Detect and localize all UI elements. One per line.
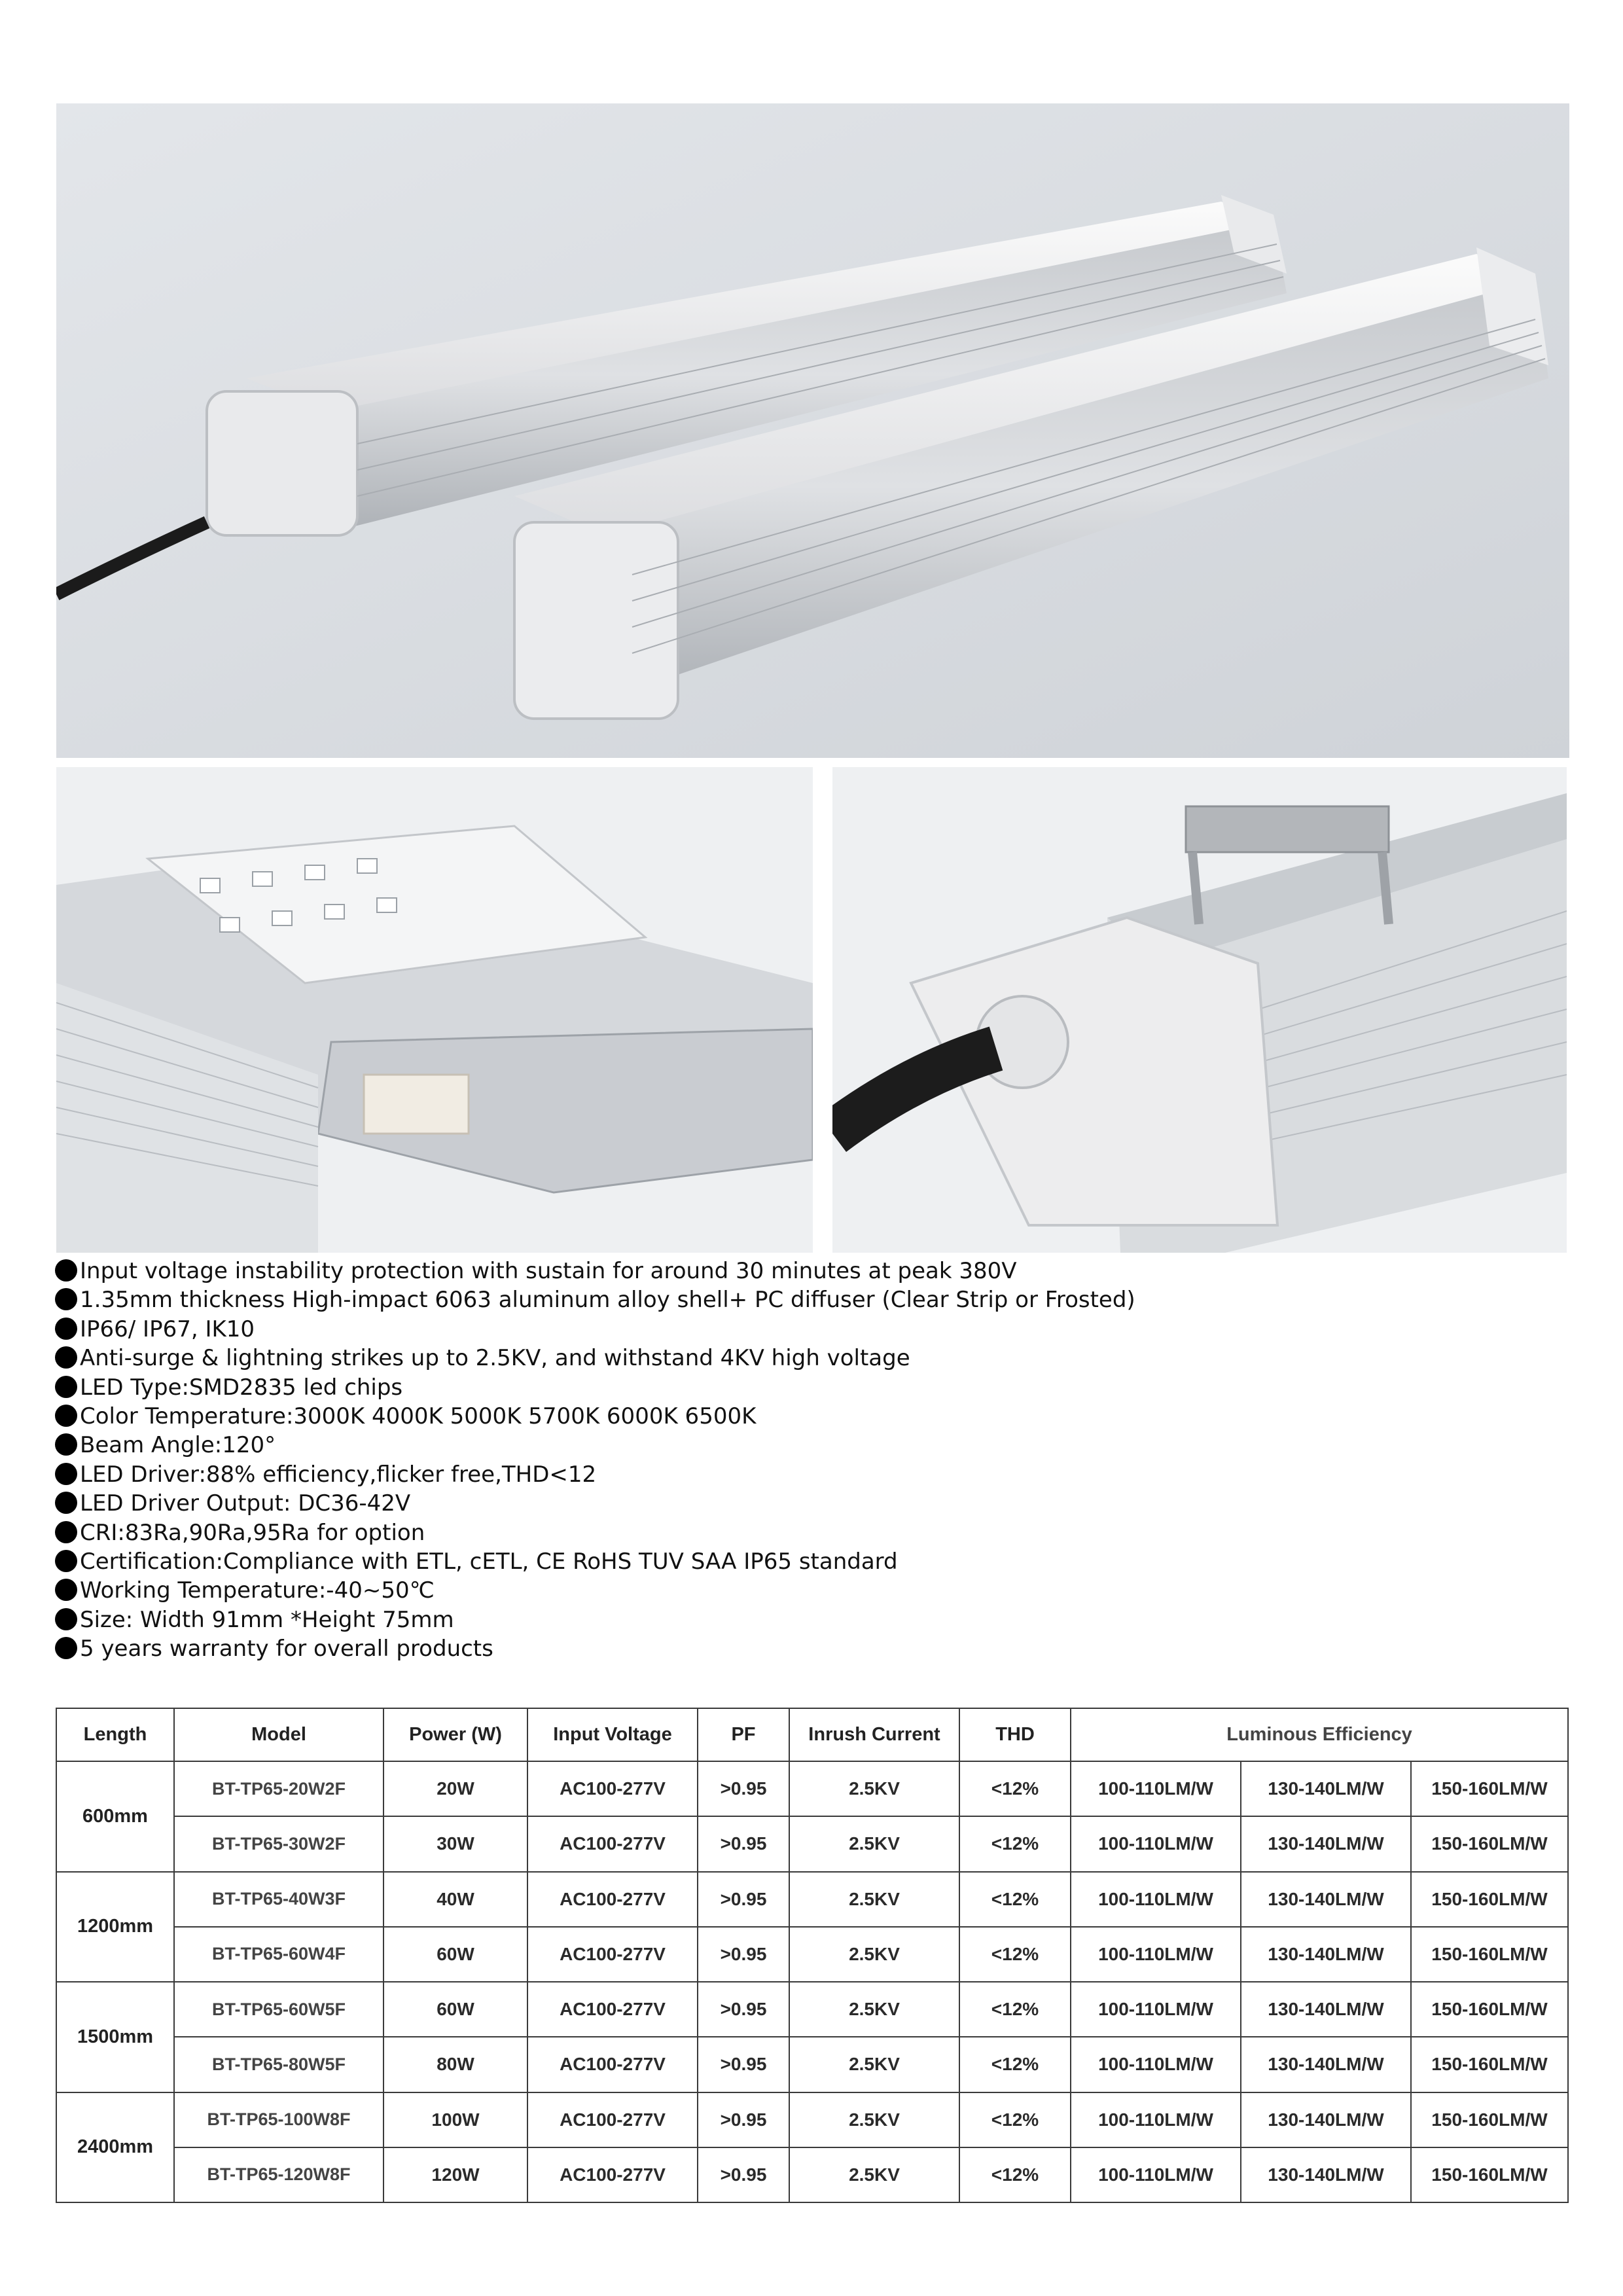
bullet-icon [55, 1346, 77, 1369]
model-cell: BT-TP65-20W2F [174, 1761, 383, 1816]
power-cell: 120W [383, 2147, 527, 2202]
thd-cell: <12% [959, 2037, 1071, 2092]
inrush-current-cell: 2.5KV [789, 1816, 959, 1871]
pf-cell: >0.95 [698, 1761, 789, 1816]
inrush-current-cell: 2.5KV [789, 2037, 959, 2092]
luminous-efficiency-cell: 100-110LM/W [1071, 2147, 1241, 2202]
luminous-efficiency-cell: 130-140LM/W [1241, 1982, 1411, 2037]
pf-cell: >0.95 [698, 2147, 789, 2202]
thd-cell: <12% [959, 2092, 1071, 2147]
feature-item [55, 1257, 1560, 1285]
input-voltage-cell: AC100-277V [527, 2147, 698, 2202]
luminous-efficiency-cell: 100-110LM/W [1071, 2092, 1241, 2147]
length-cell: 1200mm [56, 1872, 174, 1982]
luminous-efficiency-cell: 100-110LM/W [1071, 1872, 1241, 1927]
product-photo-endcap [832, 767, 1567, 1253]
bullet-icon [55, 1492, 77, 1514]
luminous-efficiency-cell: 150-160LM/W [1411, 1872, 1568, 1927]
feature-item [55, 1634, 1560, 1663]
header-length: Length [56, 1708, 174, 1761]
header-power: Power (W) [383, 1708, 527, 1761]
table-row [56, 1982, 1568, 2037]
luminous-efficiency-cell: 100-110LM/W [1071, 1982, 1241, 2037]
luminous-efficiency-cell: 130-140LM/W [1241, 2147, 1411, 2202]
luminous-efficiency-cell: 150-160LM/W [1411, 2092, 1568, 2147]
power-cell: 40W [383, 1872, 527, 1927]
header-luminous-efficiency: Luminous Efficiency [1071, 1708, 1568, 1761]
feature-item [55, 1605, 1560, 1634]
luminous-efficiency-cell: 150-160LM/W [1411, 2147, 1568, 2202]
luminous-efficiency-cell: 150-160LM/W [1411, 1761, 1568, 1816]
power-cell: 60W [383, 1927, 527, 1982]
model-cell: BT-TP65-80W5F [174, 2037, 383, 2092]
length-cell: 2400mm [56, 2092, 174, 2203]
pf-cell: >0.95 [698, 2037, 789, 2092]
inrush-current-cell: 2.5KV [789, 1872, 959, 1927]
input-voltage-cell: AC100-277V [527, 2092, 698, 2147]
feature-text: Certification:Compliance with ETL, cETL, CE RoHS TUV SAA IP65 standard [80, 1549, 898, 1575]
pf-cell: >0.95 [698, 1872, 789, 1927]
feature-text: Input voltage instability protection with sustain for around 30 minutes at peak 380V [80, 1258, 1017, 1284]
luminous-efficiency-cell: 130-140LM/W [1241, 1761, 1411, 1816]
luminous-efficiency-cell: 100-110LM/W [1071, 2037, 1241, 2092]
table-row [56, 2092, 1568, 2147]
feature-text: Anti-surge & lightning strikes up to 2.5KV, and withstand 4KV high voltage [80, 1345, 910, 1372]
bullet-icon [55, 1550, 77, 1572]
table-row [56, 1761, 1568, 1816]
spec-table [56, 1708, 1569, 2203]
model-cell: BT-TP65-100W8F [174, 2092, 383, 2147]
feature-item [55, 1431, 1560, 1460]
feature-text: 1.35mm thickness High-impact 6063 aluminum alloy shell+ PC diffuser (Clear Strip or Frosted) [80, 1287, 1135, 1314]
power-cell: 80W [383, 2037, 527, 2092]
bullet-icon [55, 1463, 77, 1485]
feature-text: LED Driver:88% efficiency,flicker free,THD<12 [80, 1461, 597, 1488]
model-cell: BT-TP65-60W4F [174, 1927, 383, 1982]
feature-list [55, 1257, 1560, 1664]
bullet-icon [55, 1433, 77, 1456]
feature-item [55, 1402, 1560, 1431]
luminous-efficiency-cell: 100-110LM/W [1071, 1761, 1241, 1816]
pf-cell: >0.95 [698, 2092, 789, 2147]
thd-cell: <12% [959, 1872, 1071, 1927]
power-cell: 60W [383, 1982, 527, 2037]
thd-cell: <12% [959, 1761, 1071, 1816]
luminous-efficiency-cell: 100-110LM/W [1071, 1927, 1241, 1982]
thd-cell: <12% [959, 2147, 1071, 2202]
power-cell: 20W [383, 1761, 527, 1816]
header-pf: PF [698, 1708, 789, 1761]
input-voltage-cell: AC100-277V [527, 1761, 698, 1816]
input-voltage-cell: AC100-277V [527, 1982, 698, 2037]
thd-cell: <12% [959, 1927, 1071, 1982]
luminous-efficiency-cell: 130-140LM/W [1241, 1872, 1411, 1927]
length-cell: 1500mm [56, 1982, 174, 2092]
luminous-efficiency-cell: 130-140LM/W [1241, 1816, 1411, 1871]
pf-cell: >0.95 [698, 1927, 789, 1982]
bullet-icon [55, 1259, 77, 1282]
power-cell: 100W [383, 2092, 527, 2147]
header-model: Model [174, 1708, 383, 1761]
input-voltage-cell: AC100-277V [527, 1816, 698, 1871]
bullet-icon [55, 1637, 77, 1659]
feature-text: LED Driver Output: DC36-42V [80, 1490, 411, 1517]
luminous-efficiency-cell: 130-140LM/W [1241, 1927, 1411, 1982]
feature-item [55, 1576, 1560, 1605]
feature-item [55, 1373, 1560, 1402]
header-thd: THD [959, 1708, 1071, 1761]
feature-text: CRI:83Ra,90Ra,95Ra for option [80, 1519, 425, 1546]
pf-cell: >0.95 [698, 1816, 789, 1871]
feature-item [55, 1518, 1560, 1547]
model-cell: BT-TP65-120W8F [174, 2147, 383, 2202]
table-row [56, 1872, 1568, 1927]
bullet-icon [55, 1288, 77, 1310]
luminous-efficiency-cell: 130-140LM/W [1241, 2092, 1411, 2147]
bullet-icon [55, 1521, 77, 1543]
feature-text: Color Temperature:3000K 4000K 5000K 5700K 6000K 6500K [80, 1403, 757, 1430]
inrush-current-cell: 2.5KV [789, 2092, 959, 2147]
input-voltage-cell: AC100-277V [527, 2037, 698, 2092]
bullet-icon [55, 1376, 77, 1398]
feature-item [55, 1460, 1560, 1489]
feature-item [55, 1285, 1560, 1314]
table-header-row [56, 1708, 1568, 1761]
feature-item [55, 1489, 1560, 1518]
thd-cell: <12% [959, 1816, 1071, 1871]
luminous-efficiency-cell: 150-160LM/W [1411, 2037, 1568, 2092]
pf-cell: >0.95 [698, 1982, 789, 2037]
power-cell: 30W [383, 1816, 527, 1871]
feature-text: Size: Width 91mm *Height 75mm [80, 1606, 454, 1633]
feature-item [55, 1315, 1560, 1344]
length-cell: 600mm [56, 1761, 174, 1872]
bullet-icon [55, 1608, 77, 1630]
feature-text: 5 years warranty for overall products [80, 1636, 493, 1662]
feature-item [55, 1344, 1560, 1372]
thd-cell: <12% [959, 1982, 1071, 2037]
table-row [56, 2037, 1568, 2092]
inrush-current-cell: 2.5KV [789, 1927, 959, 1982]
header-inrush-current: Inrush Current [789, 1708, 959, 1761]
luminous-efficiency-cell: 150-160LM/W [1411, 1816, 1568, 1871]
luminous-efficiency-cell: 150-160LM/W [1411, 1927, 1568, 1982]
feature-text: IP66/ IP67, IK10 [80, 1316, 255, 1342]
model-cell: BT-TP65-60W5F [174, 1982, 383, 2037]
bullet-icon [55, 1405, 77, 1427]
luminous-efficiency-cell: 100-110LM/W [1071, 1816, 1241, 1871]
feature-text: LED Type:SMD2835 led chips [80, 1374, 403, 1401]
bullet-icon [55, 1579, 77, 1601]
table-row [56, 1927, 1568, 1982]
bullet-icon [55, 1318, 77, 1340]
feature-text: Working Temperature:-40~50℃ [80, 1577, 435, 1604]
inrush-current-cell: 2.5KV [789, 2147, 959, 2202]
luminous-efficiency-cell: 130-140LM/W [1241, 2037, 1411, 2092]
input-voltage-cell: AC100-277V [527, 1872, 698, 1927]
feature-item [55, 1547, 1560, 1576]
table-row [56, 2147, 1568, 2202]
table-row [56, 1816, 1568, 1871]
product-photo-interior [56, 767, 813, 1253]
input-voltage-cell: AC100-277V [527, 1927, 698, 1982]
model-cell: BT-TP65-40W3F [174, 1872, 383, 1927]
luminous-efficiency-cell: 150-160LM/W [1411, 1982, 1568, 2037]
model-cell: BT-TP65-30W2F [174, 1816, 383, 1871]
feature-text: Beam Angle:120° [80, 1432, 276, 1459]
inrush-current-cell: 2.5KV [789, 1761, 959, 1816]
product-photo-main [56, 103, 1569, 758]
header-input-voltage: Input Voltage [527, 1708, 698, 1761]
inrush-current-cell: 2.5KV [789, 1982, 959, 2037]
